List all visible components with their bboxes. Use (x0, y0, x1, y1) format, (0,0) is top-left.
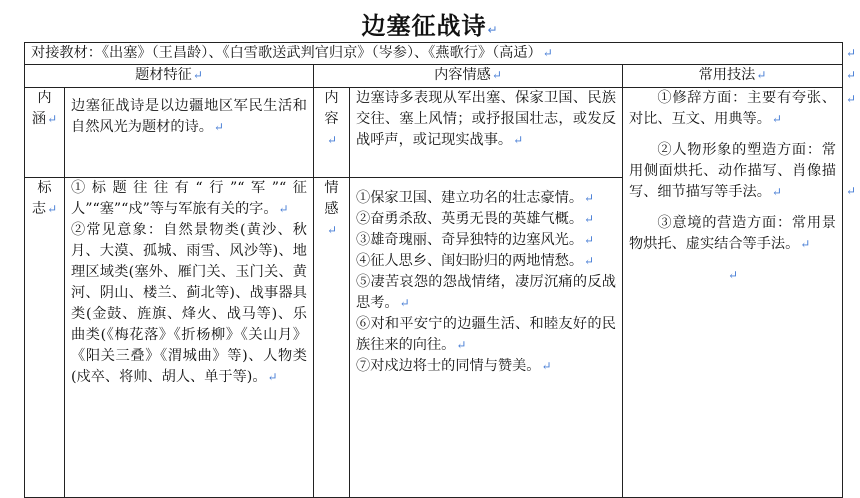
emotion-item-3-text: ③雄奇瑰丽、奇异独特的边塞风光。 (356, 232, 584, 248)
label-connotation (25, 88, 65, 178)
row-end-mark-icon: ↵ (846, 92, 857, 106)
emotion-item-6 (356, 314, 616, 356)
document-title (0, 6, 860, 41)
technique-item-3-text: ③意境的营造方面：常用景物烘托、虚实结合等手法。 (629, 215, 836, 252)
label-markers-text: 标志 (31, 180, 52, 217)
poetry-table (24, 42, 843, 498)
header-technique-text: 常用技法 (698, 67, 756, 83)
header-theme (25, 65, 314, 88)
marker-item-2-text: ②常见意象：自然景物类(黄沙、秋月、大漠、孤城、雨雪、风沙等)、地理区域类(塞外、雁门关、玉门关、黄河、阴山、楼兰、蓟北等)、战事器具类(金鼓、旌旗、烽火、战马等)、乐曲类(《梅花落》《折杨柳》《关山月》《阳关三叠》《渭城曲》等)、人物类(戍卒、将帅、胡人、单于等)。 (71, 222, 307, 385)
emotion-item-4 (356, 251, 616, 272)
header-technique (623, 65, 843, 88)
emotion-item-3 (356, 230, 616, 251)
cell-connotation (65, 88, 314, 178)
emotion-item-7 (356, 356, 616, 377)
paragraph-mark-icon: ↵ (47, 112, 58, 126)
marker-item-1-text: ①标题往往有“行”“军”“征人”“塞”“戍”等与军旅有关的字。 (71, 180, 307, 217)
emotion-item-7-text: ⑦对戍边将士的同情与赞美。 (356, 358, 541, 374)
paragraph-mark-icon: ↵ (267, 370, 278, 384)
row-end-mark-icon: ↵ (846, 184, 857, 198)
header-content-text: 内容情感 (434, 67, 491, 83)
paragraph-mark-icon: ↵ (756, 68, 767, 82)
paragraph-mark-icon: ↵ (800, 237, 811, 251)
paragraph-mark-icon: ↵ (584, 191, 595, 205)
label-content (314, 88, 350, 178)
label-emotion-text: 情感 (324, 180, 339, 217)
label-connotation-text: 内涵 (31, 90, 52, 127)
connotation-text: 边塞征战诗是以边疆地区军民生活和自然风光为题材的诗。 (71, 98, 307, 135)
marker-item-1 (71, 178, 307, 220)
header-row (25, 65, 843, 88)
header-content (314, 65, 623, 88)
technique-item-2-text: ②人物形象的塑造方面：常用侧面烘托、动作描写、肖像描写、细节描写等手法。 (629, 142, 836, 200)
paragraph-mark-icon: ↵ (278, 202, 289, 216)
row-end-mark-icon: ↵ (846, 46, 857, 60)
emotion-item-2 (356, 209, 616, 230)
paragraph-mark-icon: ↵ (513, 133, 524, 147)
emotion-item-5 (356, 272, 616, 314)
sources-text: 对接教材：《出塞》（王昌龄）、《白雪歌送武判官归京》（岑参）、《燕歌行》（高适） (31, 45, 542, 61)
paragraph-mark-icon: ↵ (487, 23, 499, 37)
paragraph-mark-icon: ↵ (584, 254, 595, 268)
paragraph-mark-icon: ↵ (542, 46, 553, 60)
technique-item-1 (629, 88, 836, 130)
paragraph-mark-icon: ↵ (584, 212, 595, 226)
sources-cell (25, 43, 843, 65)
content-text: 边塞诗多表现从军出塞、保家卫国、民族交往、塞上风情；或抒报国壮志，或发反战呼声，或记现实战事。 (356, 90, 616, 148)
sources-row (25, 43, 843, 65)
emotion-item-1 (356, 188, 616, 209)
emotion-item-4-text: ④征人思乡、闺妇盼归的两地情愁。 (356, 253, 584, 269)
paragraph-mark-icon: ↵ (326, 133, 338, 147)
paragraph-mark-icon: ↵ (326, 223, 338, 237)
paragraph-mark-icon: ↵ (771, 185, 782, 199)
label-emotion (314, 178, 350, 498)
label-content-text: 内容 (324, 90, 339, 127)
row-end-mark-icon: ↵ (846, 68, 857, 82)
emotion-item-1-text: ①保家卫国、建立功名的壮志豪情。 (356, 190, 584, 206)
paragraph-mark-icon: ↵ (584, 233, 595, 247)
paragraph-mark-icon: ↵ (399, 296, 410, 310)
cell-markers (65, 178, 314, 498)
cell-technique (623, 88, 843, 498)
marker-item-2 (71, 220, 307, 388)
emotion-item-6-text: ⑥对和平安宁的边疆生活、和睦友好的民族往来的向往。 (356, 316, 616, 353)
paragraph-mark-icon: ↵ (192, 68, 203, 82)
paragraph-mark-icon: ↵ (541, 359, 552, 373)
cell-emotion (350, 178, 623, 498)
paragraph-mark-icon: ↵ (727, 268, 739, 282)
emotion-item-2-text: ②奋勇杀敌、英勇无畏的英雄气概。 (356, 211, 584, 227)
paragraph-mark-icon: ↵ (491, 68, 502, 82)
technique-item-1-text: ①修辞方面：主要有夸张、对比、互文、用典等。 (629, 90, 836, 127)
paragraph-mark-icon: ↵ (771, 112, 782, 126)
paragraph-mark-icon: ↵ (47, 202, 58, 216)
title-text: 边塞征战诗 (361, 12, 487, 40)
header-theme-text: 题材特征 (135, 67, 192, 83)
row-definition (25, 88, 843, 178)
paragraph-mark-icon: ↵ (213, 120, 224, 134)
label-markers (25, 178, 65, 498)
cell-content (350, 88, 623, 178)
technique-item-2 (629, 140, 836, 203)
technique-item-3 (629, 213, 836, 255)
technique-trailing (629, 265, 836, 286)
emotion-item-5-text: ⑤凄苦哀怨的怨战情绪，凄厉沉痛的反战思考。 (356, 274, 616, 311)
paragraph-mark-icon: ↵ (456, 338, 467, 352)
